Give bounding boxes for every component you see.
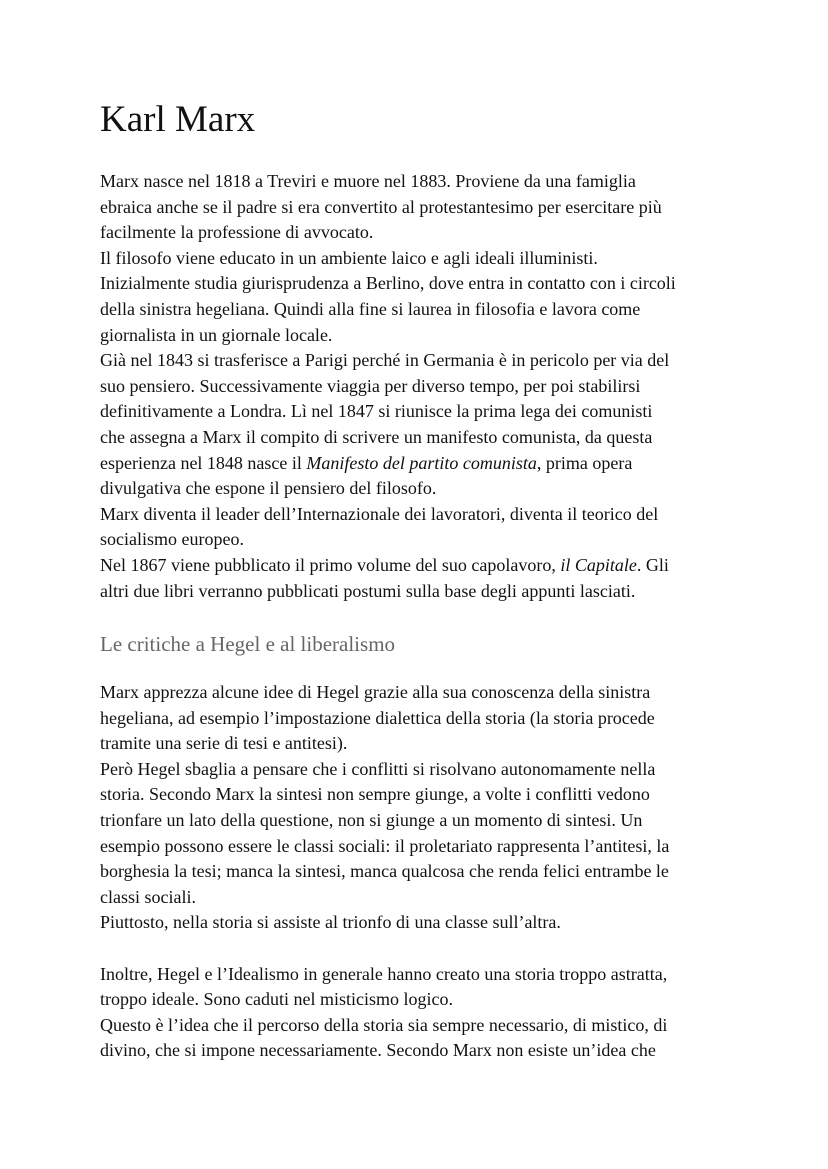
text-line <box>100 731 669 757</box>
text-line <box>100 271 676 297</box>
text-line <box>100 910 669 936</box>
text-segment: Inizialmente studia giurisprudenza a Berlino, dove entra in contatto con i circoli <box>100 273 676 294</box>
text-segment: definitivamente a Londra. Lì nel 1847 si riunisce la prima lega dei comunisti <box>100 401 653 422</box>
text-segment: . Gli <box>636 554 669 575</box>
text-line <box>100 527 676 553</box>
text-line <box>100 808 669 834</box>
text-line <box>100 987 669 1013</box>
text-line <box>100 169 676 195</box>
text-segment: della sinistra hegeliana. Quindi alla fine si laurea in filosofia e lavora come <box>100 298 641 319</box>
text-line <box>100 476 676 502</box>
text-line <box>100 859 669 885</box>
text-line <box>100 374 676 400</box>
text-line <box>100 348 676 374</box>
text-segment: Inoltre, Hegel e l’Idealismo in generale hanno creato una storia troppo astratta, <box>100 963 668 984</box>
critique-section <box>100 680 669 1064</box>
text-segment: trionfare un lato della questione, non si giunge a un momento di sintesi. Un <box>100 809 643 830</box>
text-line <box>100 220 676 246</box>
text-segment: divulgativa che espone il pensiero del filosofo. <box>100 478 437 499</box>
text-segment: Marx diventa il leader dell’Internazionale dei lavoratori, diventa il teorico del <box>100 503 659 524</box>
italic-title: Manifesto del partito comunista <box>306 452 537 473</box>
text-line <box>100 246 676 272</box>
text-line <box>100 553 676 579</box>
text-segment: tramite una serie di tesi e antitesi). <box>100 733 348 754</box>
text-line <box>100 1013 669 1039</box>
text-segment: giornalista in un giornale locale. <box>100 324 333 345</box>
text-line <box>100 297 676 323</box>
text-line <box>100 834 669 860</box>
text-segment: classi sociali. <box>100 886 196 907</box>
section-heading: Le critiche a Hegel e al liberalismo <box>100 632 396 656</box>
text-line <box>100 451 676 477</box>
text-segment: esperienza nel 1848 nasce il <box>100 452 307 473</box>
document-title: Karl Marx <box>100 99 256 140</box>
biography-section <box>100 169 676 604</box>
text-line <box>100 885 669 911</box>
text-line <box>100 936 669 962</box>
text-segment: ebraica anche se il padre si era convertito al protestantesimo per esercitare più <box>100 196 662 217</box>
text-segment: hegeliana, ad esempio l’impostazione dialettica della storia (la storia procede <box>100 707 655 728</box>
text-line <box>100 706 669 732</box>
text-line <box>100 962 669 988</box>
text-line <box>100 680 669 706</box>
text-line <box>100 579 676 605</box>
text-segment: esempio possono essere le classi sociali: il proletariato rappresenta l’antitesi, la <box>100 835 670 856</box>
text-segment: troppo ideale. Sono caduti nel misticismo logico. <box>100 989 453 1010</box>
text-line <box>100 502 676 528</box>
text-segment: socialismo europeo. <box>100 529 244 550</box>
text-segment: Il filosofo viene educato in un ambiente laico e agli ideali illuministi. <box>100 247 598 268</box>
text-segment: , prima opera <box>536 452 633 473</box>
italic-title: il Capitale <box>560 554 637 575</box>
text-segment: Però Hegel sbaglia a pensare che i conflitti si risolvano autonomamente nella <box>100 758 656 779</box>
text-line <box>100 323 676 349</box>
text-line <box>100 757 669 783</box>
text-line <box>100 782 669 808</box>
text-segment: che assegna a Marx il compito di scrivere un manifesto comunista, da questa <box>100 426 653 447</box>
text-line <box>100 195 676 221</box>
text-segment: Marx apprezza alcune idee di Hegel grazie alla sua conoscenza della sinistra <box>100 682 651 702</box>
text-segment: altri due libri verranno pubblicati postumi sulla base degli appunti lasciati. <box>100 580 636 601</box>
text-segment: storia. Secondo Marx la sintesi non sempre giunge, a volte i conflitti vedono <box>100 784 650 805</box>
text-segment: suo pensiero. Successivamente viaggia per diverso tempo, per poi stabilirsi <box>100 375 641 396</box>
text-line <box>100 425 676 451</box>
text-segment: facilmente la professione di avvocato. <box>100 222 374 243</box>
text-segment: divino, che si impone necessariamente. Secondo Marx non esiste un’idea che <box>100 1040 656 1061</box>
text-segment: Già nel 1843 si trasferisce a Parigi perché in Germania è in pericolo per via del <box>100 350 670 371</box>
text-segment: Piuttosto, nella storia si assiste al trionfo di una classe sull’altra. <box>100 912 561 933</box>
text-line <box>100 1038 669 1064</box>
text-segment: Questo è l’idea che il percorso della storia sia sempre necessario, di mistico, di <box>100 1014 668 1035</box>
text-segment: borghesia la tesi; manca la sintesi, manca qualcosa che renda felici entrambe le <box>100 861 669 882</box>
text-segment: Marx nasce nel 1818 a Treviri e muore nel 1883. Proviene da una famiglia <box>100 171 636 191</box>
text-segment: Nel 1867 viene pubblicato il primo volume del suo capolavoro, <box>100 554 561 575</box>
text-line <box>100 399 676 425</box>
